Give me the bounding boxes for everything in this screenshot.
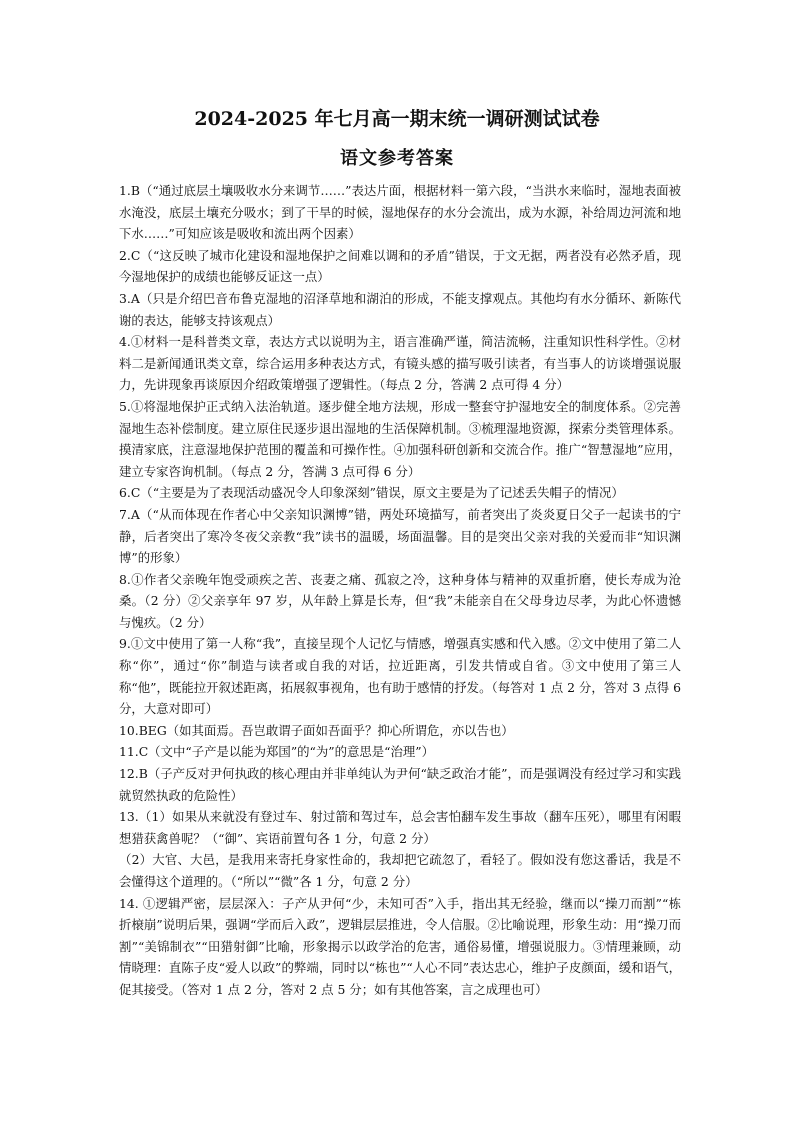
page-subtitle: 语文参考答案 [340, 148, 454, 169]
answer-item-14: 14. ①逻辑严密，层层深入：子产从尹何“少，未知可否”入手，指出其无经验，继而以“操刀而割”“栋折榱崩”说明后果，强调“学而后入政”，逻辑层层推进，令人信服。②比喻说理，形象生动：用“操刀而割”“美锦制衣”“田猎射御”比喻，形象揭示以政学治的危害，通俗易懂，增强说服力。③情理兼顾，动情晓理：直陈子皮“爱人以政”的弊端，同时以“栋也”“人心不同”表达忠心，维护子皮颜面，缓和语气，促其接受。（答对 1 点 2 分，答对 2 点 5 分；如有其他答案，言之成理也可） [119, 895, 681, 997]
answer-item-10: 10.BEG（如其面焉。吾岂敢谓子面如吾面乎？抑心所谓危，亦以告也） [119, 722, 514, 738]
page-title: 2024-2025 年七月高一期末统一调研测试试卷 [194, 108, 600, 130]
answer-item-7: 7.A（“从而体现在作者心中父亲知识渊博”错，两处环境描写，前者突出了炎炎夏日父子一起读书的宁静，后者突出了寒冷冬夜父亲教“我”读书的温暖，场面温馨。目的是突出父亲对我的关爱而非“知识渊博”的形象） [119, 506, 681, 566]
answer-list [119, 180, 681, 1001]
answer-item-6: 6.C（“主要是为了表现活动盛况令人印象深刻”错误，原文主要是为了记述丢失帽子的情况） [119, 485, 624, 501]
answer-item-11: 11.C（文中“子产是以能为郑国”的“为”的意思是“治理”） [119, 744, 435, 760]
answer-item-13-2: （2）大官、大邑，是我用来寄托身家性命的，我却把它疏忽了，看轻了。假如没有您这番话，我是不会懂得这个道理的。（“所以”“微”各 1 分，句意 2 分） [119, 852, 681, 889]
answer-item-2: 2.C（“这反映了城市化建设和湿地保护之间难以调和的矛盾”错误，于文无据，两者没有必然矛盾，现今湿地保护的成绩也能够反证这一点） [119, 247, 681, 285]
answer-item-8: 8.①作者父亲晚年饱受顽疾之苦、丧妻之痛、孤寂之冷，这种身体与精神的双重折磨，使长寿成为沧桑。（2 分）②父亲享年 97 岁，从年龄上算是长寿，但“我”未能亲自在父母身边尽孝，为此心怀遗憾与愧疚。（2 分） [119, 571, 681, 630]
answer-item-1: 1.B（“通过底层土壤吸收水分来调节……”表达片面，根据材料一第六段，“当洪水来临时，湿地表面被水淹没，底层土壤充分吸水；到了干旱的时候，湿地保存的水分会流出，成为水源，补给周边河流和地下水……”可知应该是吸收和流出两个因素） [119, 183, 681, 242]
answer-item-13-1: 13.（1）如果从来就没有登过车、射过箭和驾过车，总会害怕翻车发生事故（翻车压死），哪里有闲暇想猎获禽兽呢？（“御”、宾语前置句各 1 分，句意 2 分） [119, 809, 681, 846]
answer-item-4: 4.①材料一是科普类文章，表达方式以说明为主，语言准确严谨，简洁流畅，注重知识性科学性。②材料二是新闻通讯类文章，综合运用多种表达方式，有镜头感的描写吸引读者，有当事人的访谈增强说服力，先讲现象再谈原因介绍政策增强了逻辑性。（每点 2 分，答满 2 点可得 4 分） [119, 334, 681, 393]
answer-item-12: 12.B（子产反对尹何执政的核心理由并非单纯认为尹何“缺乏政治才能”，而是强调没有经过学习和实践就贸然执政的危险性） [119, 766, 681, 803]
answer-item-5: 5.①将湿地保护正式纳入法治轨道。逐步健全地方法规，形成一整套守护湿地安全的制度体系。②完善湿地生态补偿制度。建立原住民逐步退出湿地的生活保障机制。③梳理湿地资源，探索分类管理体系。摸清家底，注意湿地保护范围的覆盖和可操作性。④加强科研创新和交流合作。推广“智慧湿地”应用，建立专家咨询机制。（每点 2 分，答满 3 点可得 6 分） [119, 398, 681, 479]
answer-item-9: 9.①文中使用了第一人称“我”，直接呈现个人记忆与情感，增强真实感和代入感。②文中使用了第二人称“你”，通过“你”制造与读者或自我的对话，拉近距离，引发共情或自省。③文中使用了第三人称“他”，既能拉开叙述距离，拓展叙事视角，也有助于感情的抒发。（每答对 1 点 2 分，答对 3 点得 6 分，大意对即可） [119, 636, 681, 717]
answer-item-3: 3.A（只是介绍巴音布鲁克湿地的沼泽草地和湖泊的形成，不能支撑观点。其他均有水分循环、新陈代谢的表达，能够支持该观点） [119, 290, 681, 328]
